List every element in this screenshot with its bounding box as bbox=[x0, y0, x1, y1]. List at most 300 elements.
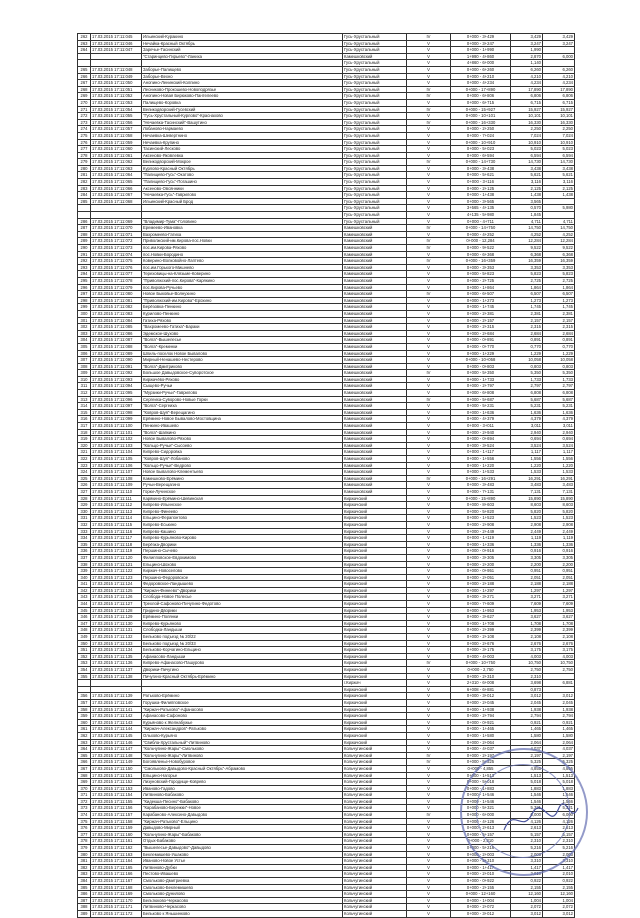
registration-date-cell: 17.03.2015 17:11:140 bbox=[91, 699, 142, 706]
total-length-cell: 2,684 bbox=[543, 330, 575, 337]
segment-length-cell: 3,438 bbox=[511, 165, 543, 172]
road-category-cell: V bbox=[407, 409, 451, 416]
road-category-cell: V bbox=[407, 620, 451, 627]
district-name-cell: Киржачский bbox=[343, 495, 407, 502]
road-category-cell: IV bbox=[407, 291, 451, 298]
registration-date-cell bbox=[91, 212, 142, 219]
segment-length-cell: 2,010 bbox=[511, 871, 543, 878]
row-number-cell: 299 bbox=[78, 304, 91, 311]
registration-date-cell: 17.03.2015 17:11:109 bbox=[91, 482, 142, 489]
km-range-cell: 0+000 - 15+927 bbox=[451, 106, 511, 113]
segment-length-cell: 6,000 bbox=[511, 812, 543, 819]
row-number-cell: 276 bbox=[78, 139, 91, 146]
road-name-cell: "Карабаново-Бережки"-Новое bbox=[142, 805, 343, 812]
total-length-cell: 1,004 bbox=[543, 897, 575, 904]
district-name-cell: Кольчугинский bbox=[343, 825, 407, 832]
table-row bbox=[78, 47, 575, 54]
km-range-cell: 0+000 - 6+507 bbox=[451, 291, 511, 298]
district-name-cell: Камешковский bbox=[343, 297, 407, 304]
segment-length-cell: 6,594 bbox=[511, 152, 543, 159]
row-number-cell: 380 bbox=[78, 851, 91, 858]
road-category-cell: V bbox=[407, 587, 451, 594]
table-row bbox=[78, 488, 575, 495]
segment-length-cell: 2,155 bbox=[511, 884, 543, 891]
road-category-cell: V bbox=[407, 423, 451, 430]
registration-date-cell: 17.03.2015 17:11:130 bbox=[91, 620, 142, 627]
table-row bbox=[78, 726, 575, 733]
segment-length-cell: 9,522 bbox=[511, 245, 543, 252]
table-row bbox=[78, 429, 575, 436]
total-length-cell: 6,594 bbox=[543, 152, 575, 159]
km-range-cell: 0+000 - 1+953 bbox=[451, 607, 511, 614]
segment-length-cell: 0,951 bbox=[511, 568, 543, 575]
district-name-cell: г.Киржач bbox=[343, 680, 407, 687]
table-row bbox=[78, 713, 575, 720]
km-range-cell: 0+000 - 3+429 bbox=[451, 34, 511, 41]
road-category-cell: V bbox=[407, 330, 451, 337]
road-name-cell: пос.им.Горького-Мишнево bbox=[142, 264, 343, 271]
registration-date-cell: 17.03.2015 17:11:091 bbox=[91, 363, 142, 370]
district-name-cell: Гусь-Хрустальный bbox=[343, 47, 407, 54]
road-category-cell: V bbox=[407, 739, 451, 746]
table-row bbox=[78, 113, 575, 120]
road-category-cell: V bbox=[407, 897, 451, 904]
road-name-cell: Смольково-Дмитриевка bbox=[142, 878, 343, 885]
total-length-cell: 1,229 bbox=[543, 350, 575, 357]
registration-date-cell: 17.03.2015 17:11:078 bbox=[91, 277, 142, 284]
road-name-cell: пос.им.Кирова-Ряхово bbox=[142, 245, 343, 252]
district-name-cell: Кольчугинский bbox=[343, 871, 407, 878]
km-range-cell: 0+000 - 5+321 bbox=[451, 805, 511, 812]
district-name-cell: Кольчугинский bbox=[343, 910, 407, 917]
road-category-cell: V bbox=[407, 264, 451, 271]
km-range-cell: 0+000 - 0+770 bbox=[451, 343, 511, 350]
km-range-cell: 0+000 - 14+750 bbox=[451, 225, 511, 232]
km-range-cell: 0+000 - 2+725 bbox=[451, 277, 511, 284]
road-category-cell: V bbox=[407, 60, 451, 67]
road-name-cell: "Киржач-Александров"-Ратьково bbox=[142, 726, 343, 733]
registration-date-cell: 17.03.2015 17:11:065 bbox=[91, 179, 142, 186]
district-name-cell: Кольчугинский bbox=[343, 851, 407, 858]
road-name-cell: "Палищево-Гусь"-Погашино bbox=[142, 179, 343, 186]
road-name-cell: Киржач-Новоселово bbox=[142, 568, 343, 575]
row-number-cell: 317 bbox=[78, 423, 91, 430]
district-name-cell: Камешковский bbox=[343, 343, 407, 350]
total-length-cell: 2,188 bbox=[543, 581, 575, 588]
road-name-cell: Кипрево-Еськино bbox=[142, 521, 343, 528]
table-row bbox=[78, 699, 575, 706]
road-category-cell: V bbox=[407, 601, 451, 608]
row-number-cell: 281 bbox=[78, 172, 91, 179]
road-name-cell: Филипповское-Евдокимово bbox=[142, 554, 343, 561]
registration-date-cell: 17.03.2015 17:11:112 bbox=[91, 502, 142, 509]
registration-date-cell: 17.03.2015 17:11:137 bbox=[91, 667, 142, 674]
total-length-cell: 1,745 bbox=[543, 304, 575, 311]
registration-date-cell bbox=[91, 680, 142, 687]
road-category-cell: V bbox=[407, 495, 451, 502]
total-length-cell: 1,119 bbox=[543, 535, 575, 542]
total-length-cell: 2,750 bbox=[543, 667, 575, 674]
road-category-cell: IV bbox=[407, 396, 451, 403]
segment-length-cell: 1,580 bbox=[511, 732, 543, 739]
km-range-cell: 0+000 - 3+247 bbox=[451, 40, 511, 47]
district-name-cell: Гусь-Хрустальный bbox=[343, 165, 407, 172]
total-length-cell: 5,023 bbox=[543, 146, 575, 153]
registration-date-cell: 17.03.2015 17:11:059 bbox=[91, 139, 142, 146]
road-name-cell: "Волга"-Кременки bbox=[142, 343, 343, 350]
table-row bbox=[78, 482, 575, 489]
road-name-cell: "Кольцо-Ручьи"-Сысоево bbox=[142, 442, 343, 449]
district-name-cell: Гусь-Хрустальный bbox=[343, 80, 407, 87]
registration-date-cell: 17.03.2015 17:11:138 bbox=[91, 673, 142, 680]
km-range-cell: 0+000 - 3+565 bbox=[451, 198, 511, 205]
segment-length-cell: 0,803 bbox=[511, 363, 543, 370]
total-length-cell: 2,315 bbox=[543, 324, 575, 331]
km-range-cell: 0+000 - 2+315 bbox=[451, 324, 511, 331]
road-category-cell: V bbox=[407, 456, 451, 463]
road-category-cell: V bbox=[407, 871, 451, 878]
total-length-cell: 3,627 bbox=[543, 614, 575, 621]
district-name-cell: Камешковский bbox=[343, 330, 407, 337]
km-range-cell: 0+000 - 3+627 bbox=[451, 614, 511, 621]
road-name-cell: Нечайка-Красный Октябрь bbox=[142, 40, 343, 47]
km-range-cell: 0+000 - 3+524 bbox=[451, 442, 511, 449]
table-row bbox=[78, 660, 575, 667]
row-number-cell: 384 bbox=[78, 878, 91, 885]
road-category-cell: V bbox=[407, 699, 451, 706]
registration-date-cell: 17.03.2015 17:11:094 bbox=[91, 383, 142, 390]
road-name-cell: "Кольчугино-Жары"-Литвиново bbox=[142, 752, 343, 759]
segment-length-cell: 0,922 bbox=[511, 878, 543, 885]
row-number-cell: 353 bbox=[78, 660, 91, 667]
road-name-cell: Ильинский-Куракино bbox=[142, 34, 343, 41]
registration-date-cell: 17.03.2015 17:11:090 bbox=[91, 357, 142, 364]
district-name-cell: Камешковский bbox=[343, 231, 407, 238]
registration-date-cell: 17.03.2015 17:11:110 bbox=[91, 488, 142, 495]
district-name-cell: Киржачский bbox=[343, 574, 407, 581]
table-row bbox=[78, 673, 575, 680]
segment-length-cell: 3,524 bbox=[511, 442, 543, 449]
segment-length-cell: 2,197 bbox=[511, 752, 543, 759]
km-range-cell: 0+000 - 6+808 bbox=[451, 390, 511, 397]
km-range-cell: 0+000 - 9+522 bbox=[451, 245, 511, 252]
total-length-cell: 2,108 bbox=[543, 634, 575, 641]
road-name-cell: пос.Кирова-Ручьево bbox=[142, 284, 343, 291]
road-category-cell: V bbox=[407, 363, 451, 370]
total-length-cell: 4,855 bbox=[543, 765, 575, 772]
road-name-cell: Великодворский-Гусевский bbox=[142, 106, 343, 113]
district-name-cell: Гусь-Хрустальный bbox=[343, 126, 407, 133]
district-name-cell: Киржачский bbox=[343, 660, 407, 667]
km-range-cell: 0+000 - 16+330 bbox=[451, 119, 511, 126]
road-name-cell bbox=[142, 680, 343, 687]
district-name-cell: Камешковский bbox=[343, 416, 407, 423]
registration-date-cell: 17.03.2015 17:11:156 bbox=[91, 805, 142, 812]
road-name-cell: Шпиль-поселок Новое Бывалово bbox=[142, 350, 343, 357]
table-row bbox=[78, 376, 575, 383]
road-category-cell: V bbox=[407, 429, 451, 436]
road-name-cell: "Смольково-Давыдово-Красный Октябрь"-Абрамово bbox=[142, 765, 343, 772]
km-range-cell: 0+000 - 2+072 bbox=[451, 904, 511, 911]
total-length-cell: 1,580 bbox=[543, 732, 575, 739]
total-length-cell: 6,000 bbox=[543, 53, 575, 60]
road-category-cell: V bbox=[407, 607, 451, 614]
row-number-cell: 290 bbox=[78, 245, 91, 252]
road-category-cell: V bbox=[407, 779, 451, 786]
row-number-cell: 282 bbox=[78, 179, 91, 186]
total-length-cell: 2,797 bbox=[543, 383, 575, 390]
total-length-cell: 1,938 bbox=[543, 706, 575, 713]
registration-date-cell: 17.03.2015 17:11:153 bbox=[91, 785, 142, 792]
segment-length-cell: 6,260 bbox=[511, 66, 543, 73]
segment-length-cell: 10,101 bbox=[511, 113, 543, 120]
row-number-cell: 310 bbox=[78, 376, 91, 383]
segment-length-cell: 7,609 bbox=[511, 601, 543, 608]
registration-date-cell: 17.03.2015 17:11:164 bbox=[91, 858, 142, 865]
km-range-cell: 0+000 - 0+694 bbox=[451, 436, 511, 443]
road-name-cell: Слободка-Ландыши bbox=[142, 627, 343, 634]
row-number-cell: 330 bbox=[78, 508, 91, 515]
road-name-cell: "Ковров-Шуя"-Лобаново bbox=[142, 456, 343, 463]
km-range-cell: 0+000 - 5+231 bbox=[451, 403, 511, 410]
registration-date-cell: 17.03.2015 17:11:081 bbox=[91, 297, 142, 304]
registration-date-cell: 17.03.2015 17:11:097 bbox=[91, 403, 142, 410]
km-range-cell: 0+000 - 1+556 bbox=[451, 456, 511, 463]
km-range-cell: 0+000 - 2+003 bbox=[451, 851, 511, 858]
registration-date-cell: 17.03.2015 17:11:073 bbox=[91, 245, 142, 252]
segment-length-cell: 1,546 bbox=[511, 792, 543, 799]
road-name-cell: Коверино-Волковойно-Лаптево bbox=[142, 258, 343, 265]
total-length-cell: 10,101 bbox=[543, 113, 575, 120]
total-length-cell: 4,037 bbox=[543, 746, 575, 753]
road-name-cell: Литвиново-Бабаково bbox=[142, 792, 343, 799]
road-category-cell: V bbox=[407, 317, 451, 324]
road-name-cell: Смольково-Дунилово bbox=[142, 891, 343, 898]
row-number-cell: 288 bbox=[78, 231, 91, 238]
total-length-cell: 1,864 bbox=[543, 284, 575, 291]
road-category-cell: IV bbox=[407, 812, 451, 819]
total-length-cell: 2,045 bbox=[543, 699, 575, 706]
table-row bbox=[78, 218, 575, 225]
km-range-cell: 0+000 - 3+011 bbox=[451, 423, 511, 430]
road-category-cell: V bbox=[407, 403, 451, 410]
road-name-cell: "Ковров-Шуя"-Верещагино bbox=[142, 409, 343, 416]
row-number-cell: 347 bbox=[78, 620, 91, 627]
road-category-cell: V bbox=[407, 686, 451, 693]
district-name-cell: Камешковский bbox=[343, 258, 407, 265]
registration-date-cell: 17.03.2015 17:11:102 bbox=[91, 436, 142, 443]
road-category-cell: V bbox=[407, 693, 451, 700]
district-name-cell: Камешковский bbox=[343, 423, 407, 430]
segment-length-cell: 1,465 bbox=[511, 726, 543, 733]
road-name-cell: Ерёмино-Новое Бывалово-Мостовщина bbox=[142, 416, 343, 423]
district-name-cell: Кольчугинский bbox=[343, 864, 407, 871]
road-category-cell: V bbox=[407, 581, 451, 588]
district-name-cell: Камешковский bbox=[343, 475, 407, 482]
total-length-cell: 6,000 bbox=[543, 812, 575, 819]
district-name-cell: Гусь-Хрустальный bbox=[343, 40, 407, 47]
registration-date-cell: 17.03.2015 17:11:124 bbox=[91, 581, 142, 588]
km-range-cell: 0+000 - 2+200 bbox=[451, 561, 511, 568]
road-name-cell: Кипрево-Курьяново bbox=[142, 620, 343, 627]
district-name-cell: Гусь-Хрустальный bbox=[343, 218, 407, 225]
district-name-cell: Камешковский bbox=[343, 324, 407, 331]
district-name-cell: Кольчугинский bbox=[343, 845, 407, 852]
km-range-cell: 0+000 - 4,855 bbox=[451, 765, 511, 772]
road-category-cell: V bbox=[407, 469, 451, 476]
table-row bbox=[78, 152, 575, 159]
road-category-cell: V bbox=[407, 614, 451, 621]
registration-date-cell: 17.03.2015 17:11:122 bbox=[91, 568, 142, 575]
total-length-cell: 2,157 bbox=[543, 317, 575, 324]
district-name-cell: Камешковский bbox=[343, 238, 407, 245]
road-name-cell: Карабаново-Алексино-Давыдово bbox=[142, 812, 343, 819]
row-number-cell: 333 bbox=[78, 528, 91, 535]
registration-date-cell: 17.03.2015 17:11:100 bbox=[91, 423, 142, 430]
row-number-cell: 302 bbox=[78, 324, 91, 331]
road-name-cell: Киржачёво-Ряхово bbox=[142, 376, 343, 383]
district-name-cell: Камешковский bbox=[343, 304, 407, 311]
table-row bbox=[78, 60, 575, 67]
road-name-cell: Ерёмино-Полянки bbox=[142, 614, 343, 621]
row-number-cell: 294 bbox=[78, 271, 91, 278]
total-length-cell: 5,231 bbox=[543, 403, 575, 410]
segment-length-cell: 1,220 bbox=[511, 462, 543, 469]
segment-length-cell: 3,012 bbox=[511, 693, 543, 700]
table-row bbox=[78, 310, 575, 317]
district-name-cell: Камешковский bbox=[343, 449, 407, 456]
km-range-cell: 0+000 - 1+273 bbox=[451, 297, 511, 304]
district-name-cell: Киржачский bbox=[343, 535, 407, 542]
segment-length-cell: 8,603 bbox=[511, 502, 543, 509]
road-name-cell: Смольково-Беклемишево bbox=[142, 884, 343, 891]
district-name-cell: Камешковский bbox=[343, 376, 407, 383]
road-name-cell: Берёзка-Дворики bbox=[142, 541, 343, 548]
segment-length-cell: 3,483 bbox=[511, 482, 543, 489]
row-number-cell: 306 bbox=[78, 350, 91, 357]
district-name-cell: Гусь-Хрустальный bbox=[343, 66, 407, 73]
total-length-cell: 5,321 bbox=[543, 805, 575, 812]
table-row bbox=[78, 706, 575, 713]
road-name-cell: Заборье-Вехно bbox=[142, 73, 343, 80]
row-number-cell: 337 bbox=[78, 554, 91, 561]
road-category-cell: V bbox=[407, 343, 451, 350]
registration-date-cell: 17.03.2015 17:11:170 bbox=[91, 897, 142, 904]
registration-date-cell: 17.03.2015 17:11:166 bbox=[91, 871, 142, 878]
total-length-cell: 0,921 bbox=[543, 719, 575, 726]
district-name-cell: Гусь-Хрустальный bbox=[343, 159, 407, 166]
row-number-cell: 329 bbox=[78, 502, 91, 509]
total-length-cell: 5,980 bbox=[543, 205, 575, 212]
row-number-cell: 328 bbox=[78, 495, 91, 502]
road-category-cell: V bbox=[407, 80, 451, 87]
row-number-cell: 269 bbox=[78, 93, 91, 100]
road-name-cell: Гридино-Дворики bbox=[142, 607, 343, 614]
row-number-cell: 360 bbox=[78, 719, 91, 726]
road-category-cell: V bbox=[407, 904, 451, 911]
km-range-cell: 0+000 - 2+908 bbox=[451, 521, 511, 528]
road-category-cell: V bbox=[407, 205, 451, 212]
row-number-cell: 326 bbox=[78, 482, 91, 489]
row-number-cell: 332 bbox=[78, 521, 91, 528]
road-name-cell: Ручьи-Верещагино bbox=[142, 482, 343, 489]
km-range-cell: 0+000 - 2+940 bbox=[451, 429, 511, 436]
registration-date-cell: 17.03.2015 17:11:146 bbox=[91, 739, 142, 746]
road-name-cell: Лизуновский-Городище-Коврево bbox=[142, 779, 343, 786]
total-length-cell: 2,381 bbox=[543, 310, 575, 317]
district-name-cell: Киржачский bbox=[343, 719, 407, 726]
district-name-cell: Камешковский bbox=[343, 350, 407, 357]
segment-length-cell: 1,733 bbox=[511, 376, 543, 383]
registration-date-cell: 17.03.2015 17:11:050 bbox=[91, 80, 142, 87]
registration-date-cell: 17.03.2015 17:11:101 bbox=[91, 429, 142, 436]
row-number-cell: 325 bbox=[78, 475, 91, 482]
row-number-cell: 273 bbox=[78, 119, 91, 126]
road-name-cell: Палищево-Коровка bbox=[142, 99, 343, 106]
table-row bbox=[78, 132, 575, 139]
road-category-cell: IV bbox=[407, 119, 451, 126]
table-row bbox=[78, 357, 575, 364]
total-length-cell: 2,250 bbox=[543, 126, 575, 133]
row-number-cell: 289 bbox=[78, 238, 91, 245]
segment-length-cell: 2,613 bbox=[511, 825, 543, 832]
row-number-cell: 319 bbox=[78, 436, 91, 443]
table-row bbox=[78, 686, 575, 693]
segment-length-cell: 0,770 bbox=[511, 343, 543, 350]
road-name-cell: "Волга"-Сергеиха bbox=[142, 403, 343, 410]
row-number-cell: 368 bbox=[78, 772, 91, 779]
registration-date-cell: 17.03.2015 17:11:133 bbox=[91, 640, 142, 647]
segment-length-cell: 1,297 bbox=[511, 587, 543, 594]
segment-length-cell: 3,698 bbox=[511, 680, 543, 687]
segment-length-cell: 3,353 bbox=[511, 264, 543, 271]
segment-length-cell: 1,417 bbox=[511, 864, 543, 871]
table-row bbox=[78, 245, 575, 252]
road-name-cell: Ельцино-Шохово bbox=[142, 561, 343, 568]
road-name-cell: Першино-Сычево bbox=[142, 548, 343, 555]
district-name-cell: Гусь-Хрустальный bbox=[343, 86, 407, 93]
table-row bbox=[78, 304, 575, 311]
km-range-cell: 0+000 - 6+000 bbox=[451, 812, 511, 819]
km-range-cell: 0+000 - 5+023 bbox=[451, 146, 511, 153]
road-category-cell: IV bbox=[407, 370, 451, 377]
km-range-cell: 0+000 - 6+368 bbox=[451, 251, 511, 258]
road-category-cell: IV bbox=[407, 159, 451, 166]
road-name-cell: Ельцино-Ферапонтово bbox=[142, 515, 343, 522]
table-row bbox=[78, 277, 575, 284]
road-category-cell: V bbox=[407, 554, 451, 561]
registration-date-cell: 17.03.2015 17:11:136 bbox=[91, 660, 142, 667]
road-category-cell: V bbox=[407, 482, 451, 489]
table-row bbox=[78, 165, 575, 172]
table-row bbox=[78, 337, 575, 344]
row-number-cell: 348 bbox=[78, 627, 91, 634]
table-row bbox=[78, 363, 575, 370]
row-number-cell: 305 bbox=[78, 343, 91, 350]
road-name-cell: "Кольчугино-Жары"-Смольково bbox=[142, 746, 343, 753]
km-range-cell: 0+000 - 3+483 bbox=[451, 482, 511, 489]
table-row bbox=[78, 80, 575, 87]
segment-length-cell: 7,024 bbox=[511, 132, 543, 139]
road-name-cell: Новое Бывалово-Клементьево bbox=[142, 469, 343, 476]
district-name-cell: Гусь-Хрустальный bbox=[343, 152, 407, 159]
km-range-cell: 0+000 - 1+745 bbox=[451, 304, 511, 311]
road-name-cell: Берёзовка-Пенкино bbox=[142, 304, 343, 311]
row-number-cell: 300 bbox=[78, 310, 91, 317]
km-range-cell: 0+000 - 0+951 bbox=[451, 568, 511, 575]
row-number-cell: 378 bbox=[78, 838, 91, 845]
km-range-cell: 0+000 - 2+108 bbox=[451, 634, 511, 641]
